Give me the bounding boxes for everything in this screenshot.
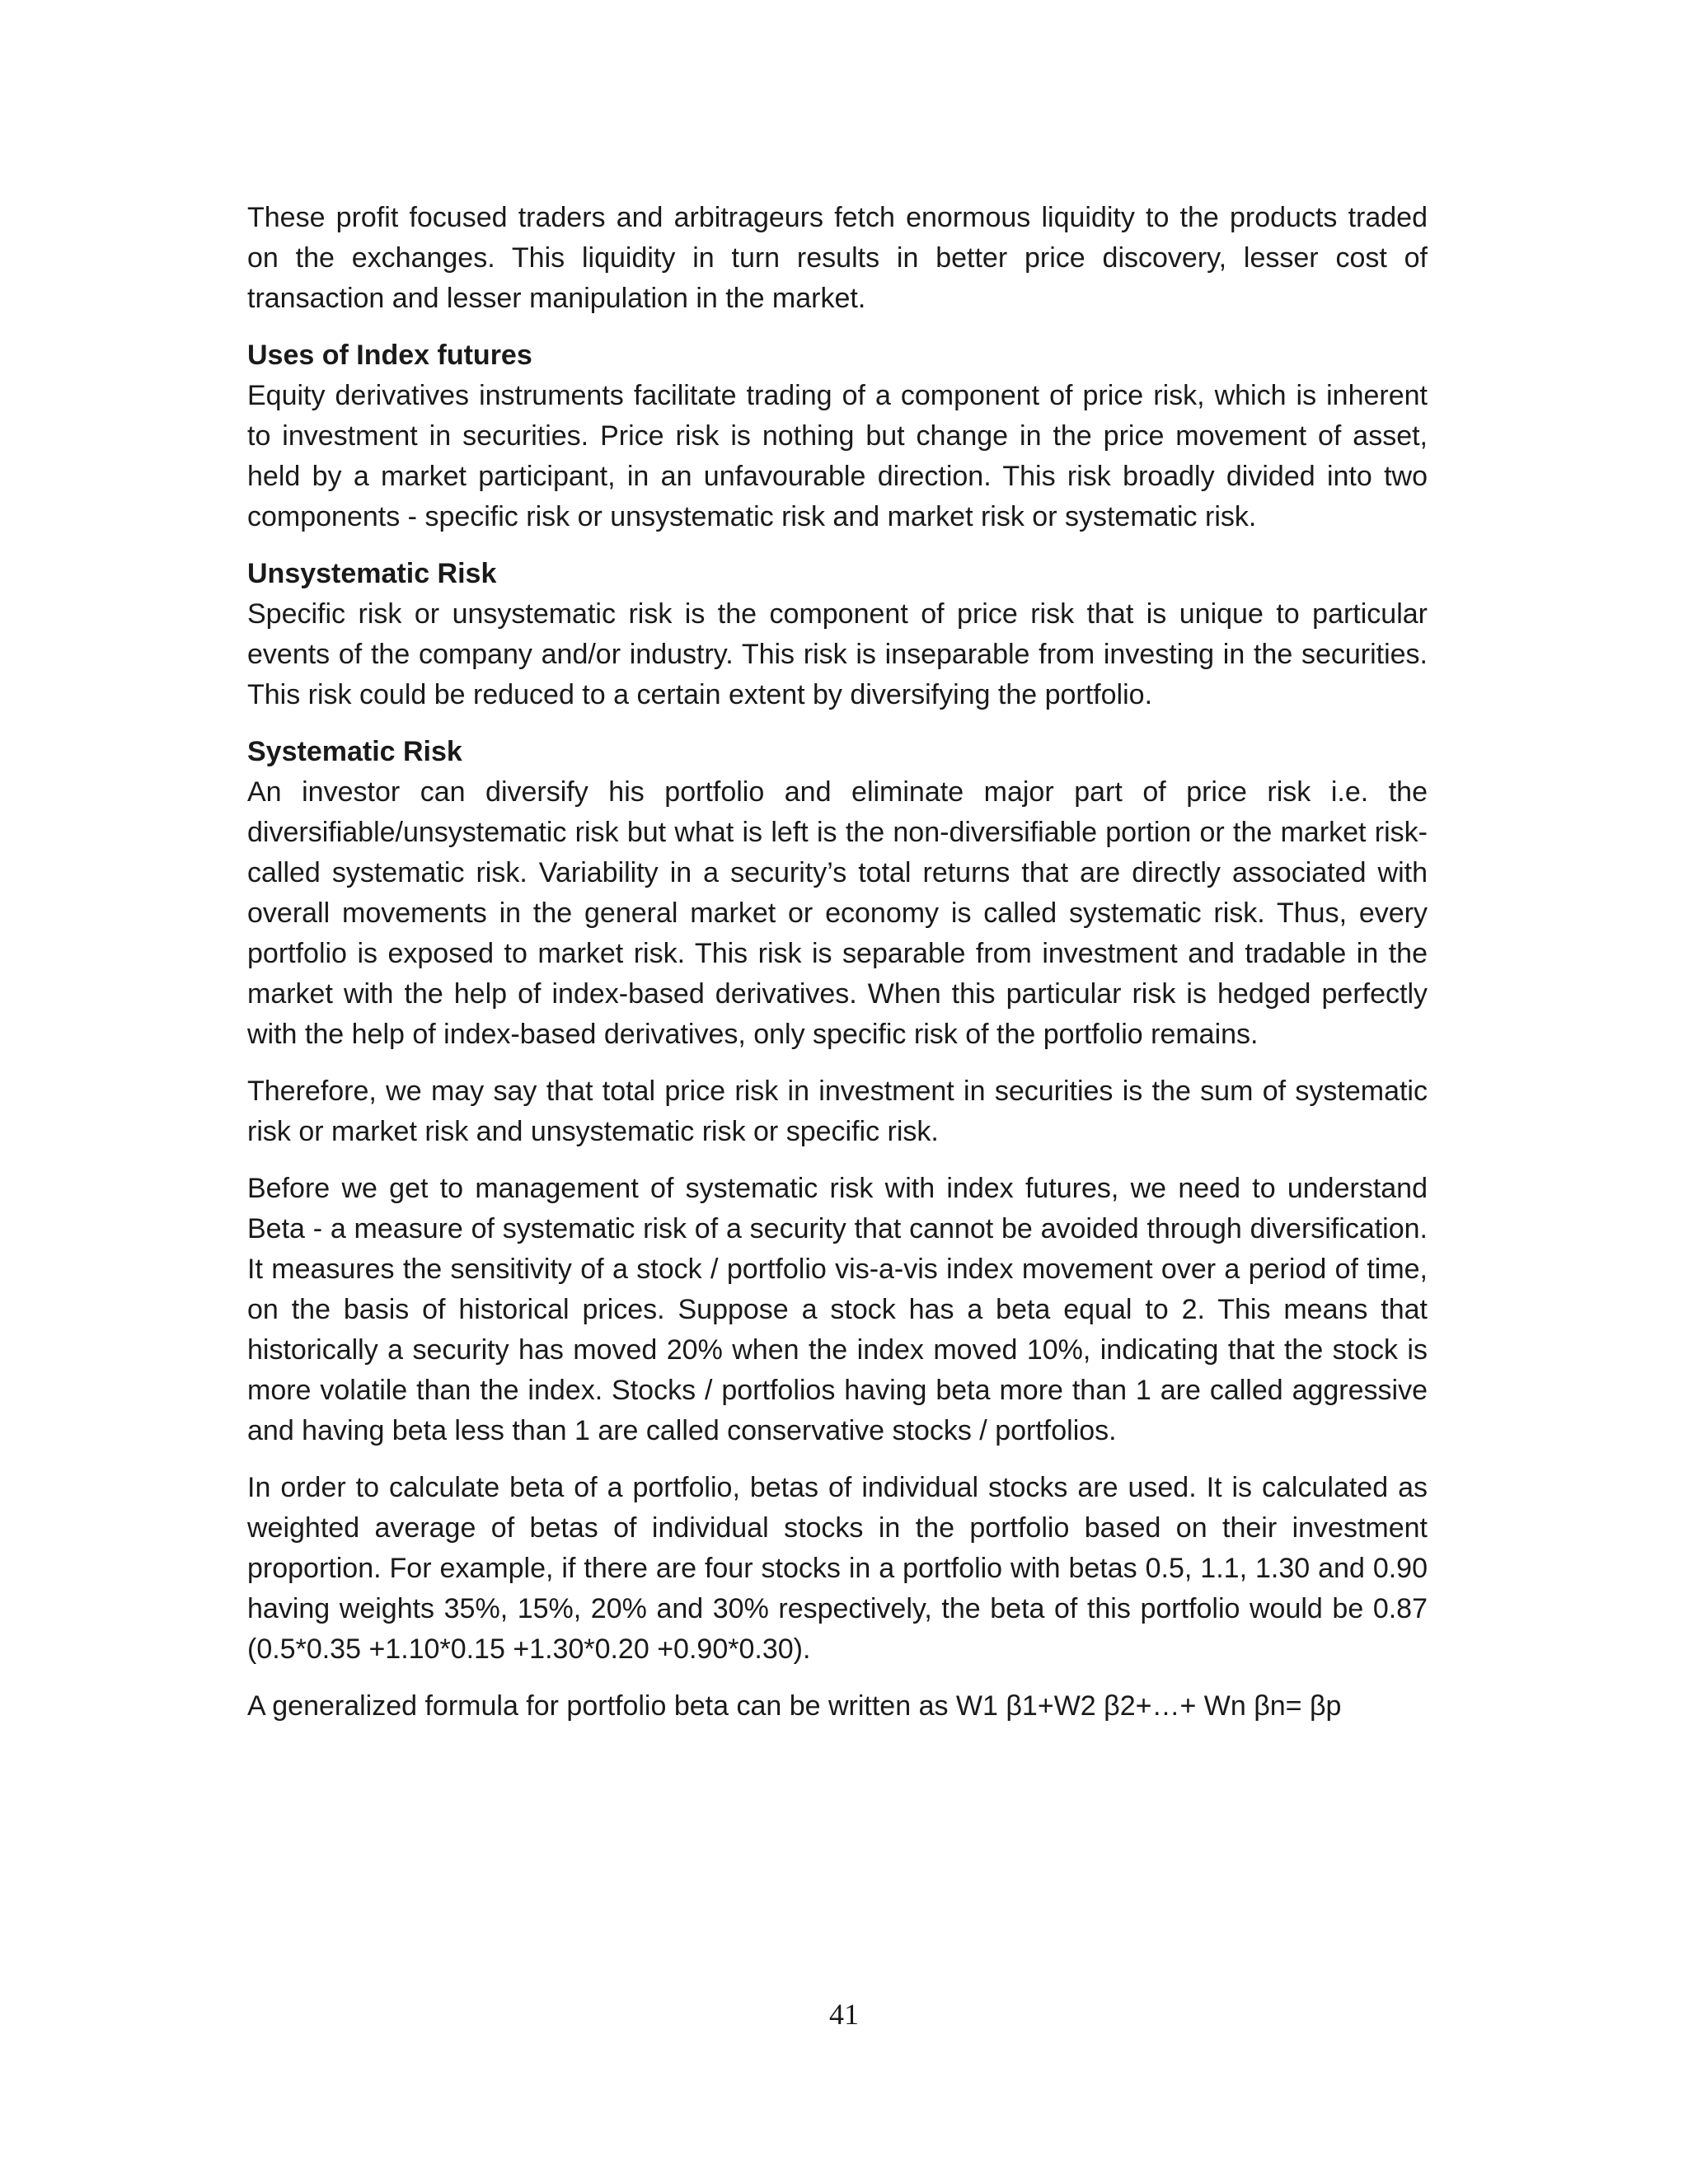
portfolio-beta-paragraph: In order to calculate beta of a portfolio, betas of individual stocks are used. It is calculated as weighted average of betas of individual stocks in the portfolio based on their investment proportion. For example, if there are four stocks in a portfolio with betas 0.5, 1.1, 1.30 and 0.90 having weights 35%, 15%, 20% and 30% respectively, the beta of this portfolio would be 0.87 (0.5*0.35 +1.10*0.15 +1.30*0.20 +0.90*0.30). [247, 1472, 1428, 1665]
portfolio-beta-formula: A generalized formula for portfolio beta can be written as W1 β1+W2 β2+…+ Wn βn= βp [247, 1690, 1342, 1722]
section-body: Specific risk or unsystematic risk is the component of price risk that is unique to particular events of the company and/or industry. This risk is inseparable from investing in the securities. This risk could be reduced to a certain extent by diversifying the portfolio. [247, 598, 1428, 710]
section-heading: Unsystematic Risk [247, 558, 497, 589]
section-body: An investor can diversify his portfolio and eliminate major part of price risk i.e. the diversifiable/unsystematic risk but what is left is the non-diversifiable portion or the market risk-called systematic risk. Variability in a security’s total returns that are directly associated with overall movements in the general market or economy is called systematic risk. Thus, every portfolio is exposed to market risk. This risk is separable from investment and tradable in the market with the help of index-based derivatives. When this particular risk is hedged perfectly with the help of index-based derivatives, only specific risk of the portfolio remains. [247, 776, 1428, 1050]
total-price-risk-paragraph: Therefore, we may say that total price risk in investment in securities is the sum of systematic risk or market risk and unsystematic risk or specific risk. [247, 1076, 1428, 1147]
beta-definition-paragraph: Before we get to management of systematic risk with index futures, we need to understand Beta - a measure of systematic risk of a security that cannot be avoided through diversification. It measures the sensitivity of a stock / portfolio vis-a-vis index movement over a period of time, on the basis of historical prices. Suppose a stock has a beta equal to 2. This means that historically a security has moved 20% when the index moved 10%, indicating that the stock is more volatile than the index. Stocks / portfolios having beta more than 1 are called aggressive and having beta less than 1 are called conservative stocks / portfolios. [247, 1173, 1428, 1446]
intro-paragraph: These profit focused traders and arbitrageurs fetch enormous liquidity to the products traded on the exchanges. This liquidity in turn results in better price discovery, lesser cost of transaction and lesser manipulation in the market. [247, 202, 1428, 314]
section-body: Equity derivatives instruments facilitate trading of a component of price risk, which is inherent to investment in securities. Price risk is nothing but change in the price movement of asset, held by a market participant, in an unfavourable direction. This risk broadly divided into two components - specific risk or unsystematic risk and market risk or systematic risk. [247, 380, 1428, 532]
section-uses-of-index-futures [247, 335, 1428, 537]
section-heading: Uses of Index futures [247, 340, 532, 371]
body-text-column [247, 198, 1428, 1743]
section-systematic-risk [247, 732, 1428, 1055]
section-unsystematic-risk [247, 554, 1428, 715]
page-number: 41 [829, 1998, 859, 2031]
section-heading: Systematic Risk [247, 736, 462, 767]
